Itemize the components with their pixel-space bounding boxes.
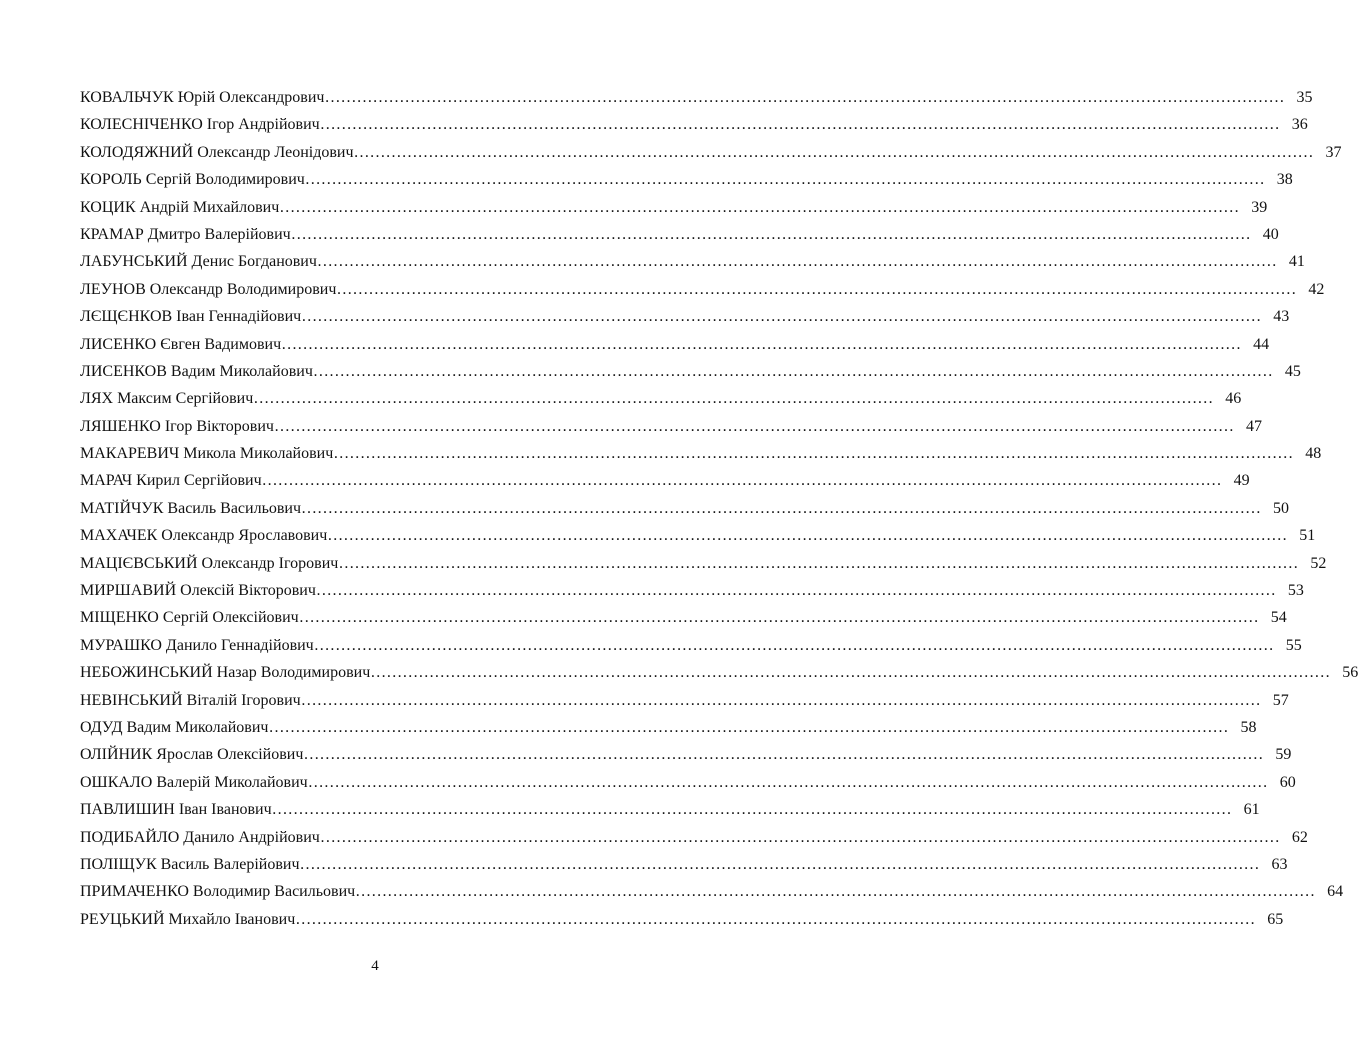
toc-entry	[80, 413, 1262, 440]
toc-entry-page: 51	[1299, 527, 1316, 545]
toc-entry-page: 62	[1291, 828, 1308, 846]
toc-entry-page: 59	[1275, 746, 1292, 764]
toc-entry-name: МІЩЕНКО Сергій Олексійович	[80, 609, 299, 627]
toc-entry-name: ПОЛІЩУК Василь Валерійович	[80, 855, 300, 873]
toc-entry-page: 63	[1271, 855, 1288, 873]
dot-leader: ………………………………………………………………………………………………………………………………………………………………	[290, 225, 1251, 243]
toc-entry	[80, 906, 1284, 933]
toc-entry-page: 41	[1288, 253, 1305, 271]
toc-entry	[80, 769, 1296, 796]
toc-entry-name: КОРОЛЬ Сергій Володимирович	[80, 171, 305, 189]
toc-entry-page: 53	[1287, 582, 1304, 600]
dot-leader: ………………………………………………………………………………………………………………………………………………………………	[295, 910, 1256, 928]
toc-entry-page: 45	[1284, 362, 1301, 380]
dot-leader: ………………………………………………………………………………………………………………………………………………………………	[319, 828, 1280, 846]
toc-entry-name: МАЦІЄВСЬКИЙ Олександр Ігорович	[80, 554, 339, 572]
toc-entry	[80, 577, 1304, 604]
toc-entry-name: РЕУЦЬКИЙ Михайло Іванович	[80, 910, 296, 928]
toc-entry	[80, 550, 1327, 577]
toc-entry-page: 54	[1270, 609, 1287, 627]
toc-entry-name: КОЛЕСНІЧЕНКО Ігор Андрійович	[80, 116, 320, 134]
toc-entry	[80, 714, 1257, 741]
dot-leader: ………………………………………………………………………………………………………………………………………………………………	[298, 609, 1259, 627]
toc-entry-page: 50	[1273, 499, 1290, 517]
toc-entry-name: ПОДИБАЙЛО Данило Андрійович	[80, 828, 320, 846]
dot-leader: ………………………………………………………………………………………………………………………………………………………………	[312, 362, 1273, 380]
toc-entry-name: ЛЕУНОВ Олександр Володимирович	[80, 280, 337, 298]
toc-entry-name: МАТІЙЧУК Василь Васильович	[80, 499, 302, 517]
toc-entry-name: ОШКАЛО Валерій Миколайович	[80, 773, 308, 791]
toc-entry	[80, 331, 1270, 358]
toc-entry	[80, 221, 1279, 248]
toc-entry-name: ОДУД Вадим Миколайович	[80, 718, 269, 736]
toc-entry-name: НЕБОЖИНСЬКИЙ Назар Володимирович	[80, 664, 371, 682]
toc-entry-page: 36	[1291, 116, 1308, 134]
toc-entry-name: КОЛОДЯЖНИЙ Олександр Леонідович	[80, 143, 354, 161]
dot-leader: ………………………………………………………………………………………………………………………………………………………………	[261, 472, 1222, 490]
toc-entry-name: ЛЯШЕНКО Ігор Вікторович	[80, 417, 274, 435]
toc-entry-name: НЕВІНСЬКИЙ Віталій Ігорович	[80, 691, 301, 709]
toc-entry-page: 35	[1296, 89, 1313, 106]
toc-entry-name: ЛИСЕНКОВ Вадим Миколайович	[80, 362, 313, 380]
dot-leader: ………………………………………………………………………………………………………………………………………………………………	[300, 691, 1261, 709]
toc-entry	[80, 358, 1301, 385]
toc-entry	[80, 687, 1289, 714]
dot-leader: ………………………………………………………………………………………………………………………………………………………………	[304, 171, 1265, 189]
toc-entry-name: ЛИСЕНКО Євген Вадимович	[80, 335, 282, 353]
toc-entry-page: 46	[1225, 390, 1242, 408]
dot-leader: ………………………………………………………………………………………………………………………………………………………………	[355, 883, 1316, 901]
toc-entry-page: 64	[1327, 883, 1344, 901]
dot-leader: ………………………………………………………………………………………………………………………………………………………………	[336, 280, 1297, 298]
toc-entry-page: 56	[1342, 664, 1358, 682]
toc-entry	[80, 878, 1344, 905]
dot-leader: ………………………………………………………………………………………………………………………………………………………………	[301, 499, 1262, 517]
toc-entry-name: МИРШАВИЙ Олексій Вікторович	[80, 582, 316, 600]
dot-leader: ………………………………………………………………………………………………………………………………………………………………	[273, 417, 1234, 435]
toc-entry-page: 57	[1272, 691, 1289, 709]
toc-entry-page: 47	[1245, 417, 1262, 435]
dot-leader: ………………………………………………………………………………………………………………………………………………………………	[313, 636, 1274, 654]
toc-entry-name: МАХАЧЕК Олександр Ярославович	[80, 527, 328, 545]
dot-leader: ………………………………………………………………………………………………………………………………………………………………	[324, 89, 1285, 106]
toc-entry-name: ОЛІЙНИК Ярослав Олексійович	[80, 746, 304, 764]
dot-leader: ………………………………………………………………………………………………………………………………………………………………	[319, 116, 1280, 134]
toc-entry-page: 38	[1276, 171, 1293, 189]
toc-entry	[80, 139, 1342, 166]
toc-entry	[80, 851, 1288, 878]
dot-leader: ………………………………………………………………………………………………………………………………………………………………	[316, 253, 1277, 271]
toc-entry-name: КОВАЛЬЧУК Юрій Олександрович	[80, 89, 325, 106]
toc-entry	[80, 824, 1308, 851]
dot-leader: ………………………………………………………………………………………………………………………………………………………………	[301, 308, 1262, 326]
toc-entry-name: ЛАБУНСЬКИЙ Денис Богданович	[80, 253, 317, 271]
toc-entry-name: ПАВЛИШИН Іван Іванович	[80, 801, 272, 819]
dot-leader: ………………………………………………………………………………………………………………………………………………………………	[333, 445, 1294, 463]
toc-entry-page: 40	[1262, 225, 1279, 243]
toc-entry-page: 55	[1285, 636, 1302, 654]
toc-entry	[80, 796, 1260, 823]
toc-entry-page: 60	[1279, 773, 1296, 791]
toc-entry	[80, 440, 1322, 467]
toc-entry-page: 52	[1310, 554, 1327, 572]
dot-leader: ………………………………………………………………………………………………………………………………………………………………	[307, 773, 1268, 791]
toc-entry-page: 58	[1240, 718, 1257, 736]
toc-entry-name: ЛЄЩЄНКОВ Іван Геннадійович	[80, 308, 302, 326]
dot-leader: ………………………………………………………………………………………………………………………………………………………………	[268, 718, 1229, 736]
dot-leader: ………………………………………………………………………………………………………………………………………………………………	[271, 801, 1232, 819]
dot-leader: ………………………………………………………………………………………………………………………………………………………………	[279, 198, 1240, 216]
toc-entry-page: 65	[1267, 910, 1284, 928]
toc-entry	[80, 495, 1290, 522]
toc-entry	[80, 632, 1302, 659]
toc-entry-name: КРАМАР Дмитро Валерійович	[80, 225, 291, 243]
dot-leader: ………………………………………………………………………………………………………………………………………………………………	[353, 143, 1314, 161]
dot-leader: ………………………………………………………………………………………………………………………………………………………………	[303, 746, 1264, 764]
toc-entry	[80, 741, 1292, 768]
toc-entry	[80, 604, 1287, 631]
toc-entry-page: 48	[1305, 445, 1322, 463]
toc-entry	[80, 194, 1268, 221]
page-number: 4	[371, 958, 379, 974]
dot-leader: ………………………………………………………………………………………………………………………………………………………………	[338, 554, 1299, 572]
dot-leader: ………………………………………………………………………………………………………………………………………………………………	[253, 390, 1214, 408]
toc-entry-name: КОЦИК Андрій Михайлович	[80, 198, 280, 216]
toc-entry-page: 37	[1325, 143, 1342, 161]
toc-entry	[80, 111, 1308, 138]
toc-entry-page: 61	[1243, 801, 1260, 819]
toc-entry	[80, 248, 1305, 275]
dot-leader: ………………………………………………………………………………………………………………………………………………………………	[370, 664, 1331, 682]
toc-entry	[80, 659, 1358, 686]
toc-entry-name: МАКАРЕВИЧ Микола Миколайович	[80, 445, 334, 463]
toc-entry-name: МАРАЧ Кирил Сергійович	[80, 472, 262, 490]
dot-leader: ………………………………………………………………………………………………………………………………………………………………	[281, 335, 1242, 353]
toc-entry-name: ПРИМАЧЕНКО Володимир Васильович	[80, 883, 356, 901]
toc-entry	[80, 166, 1293, 193]
toc-entry	[80, 385, 1242, 412]
dot-leader: ………………………………………………………………………………………………………………………………………………………………	[315, 582, 1276, 600]
toc-entry	[80, 84, 1313, 111]
toc-entry	[80, 303, 1290, 330]
toc-entry-page: 39	[1251, 198, 1268, 216]
toc-entry-name: ЛЯХ Максим Сергійович	[80, 390, 254, 408]
toc-entry	[80, 276, 1325, 303]
toc-entry-name: МУРАШКО Данило Геннадійович	[80, 636, 314, 654]
toc-entry	[80, 522, 1316, 549]
table-of-contents	[80, 84, 1358, 933]
toc-entry-page: 49	[1233, 472, 1250, 490]
toc-entry	[80, 467, 1250, 494]
dot-leader: ………………………………………………………………………………………………………………………………………………………………	[327, 527, 1288, 545]
dot-leader: ………………………………………………………………………………………………………………………………………………………………	[299, 855, 1260, 873]
toc-entry-page: 43	[1273, 308, 1290, 326]
toc-entry-page: 42	[1308, 280, 1325, 298]
toc-entry-page: 44	[1253, 335, 1270, 353]
